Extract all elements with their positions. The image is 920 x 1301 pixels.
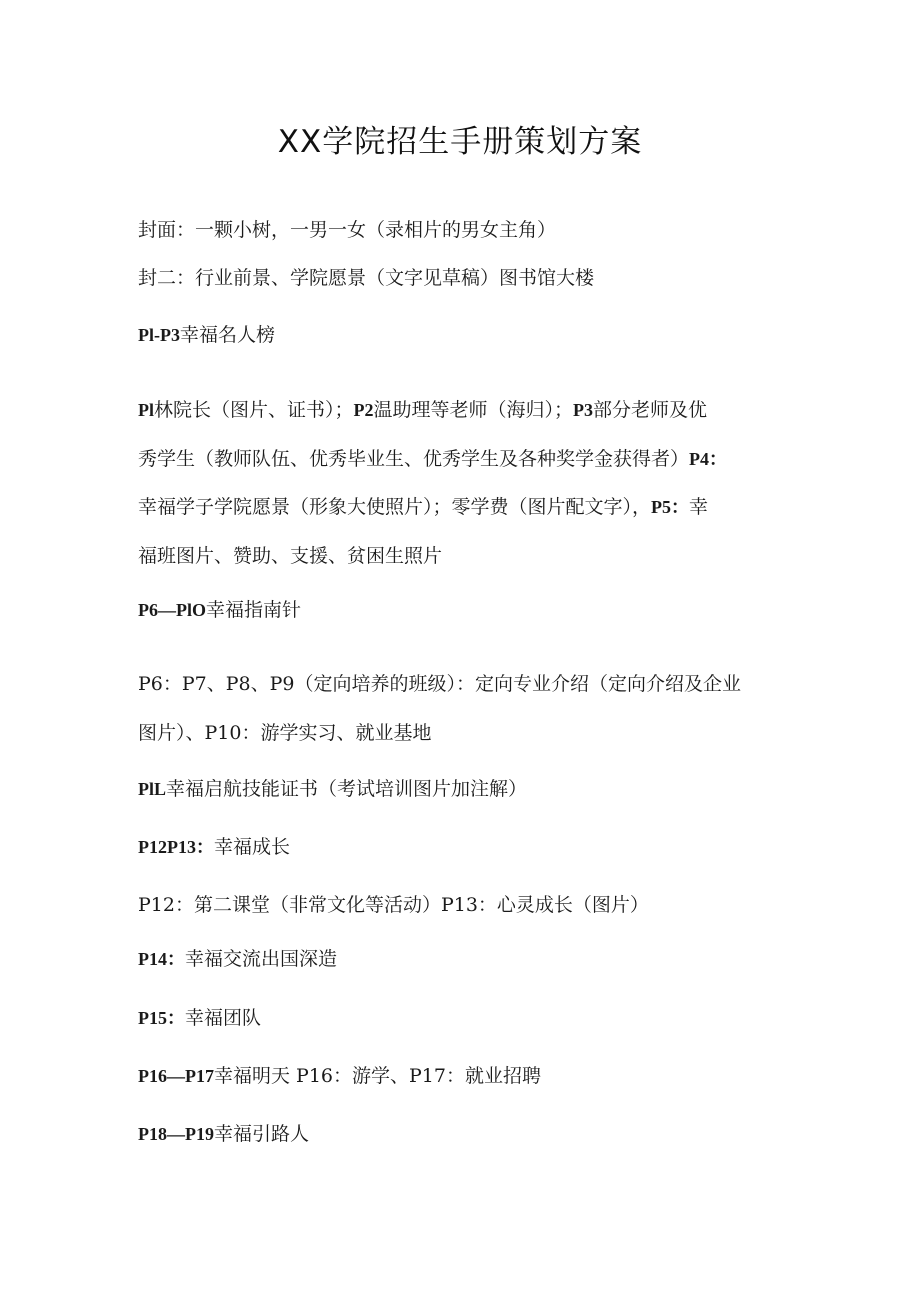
paragraph-row <box>138 435 788 484</box>
section-text: 幸福名人榜 <box>180 324 276 346</box>
section-text: 幸福指南针 <box>206 599 302 621</box>
page-ref: Pl <box>138 400 154 420</box>
section-body-growth: P12：第二课堂（非常文化等活动）P13：心灵成长（图片） <box>138 894 649 916</box>
paragraph-text: 秀学生（教师队伍、优秀毕业生、优秀学生及各种奖学金获得者） <box>138 447 690 470</box>
section-heading-guide <box>138 598 788 622</box>
section-text: 幸福团队 <box>185 1007 262 1029</box>
section-label: P14： <box>138 949 185 969</box>
section-label: P18—P19 <box>138 1124 214 1144</box>
section-heading-exchange <box>138 947 788 971</box>
section-text: 幸福交流出国深造 <box>185 948 338 970</box>
paragraph-text: 幸 <box>689 496 709 518</box>
section-heading-skills <box>138 777 788 801</box>
paragraph-text: 部分老师及优 <box>593 399 708 421</box>
section-paragraph-famous <box>138 386 788 580</box>
section-label: P12P13： <box>138 837 214 857</box>
section-label: P16—P17 <box>138 1066 214 1086</box>
section-label: P6—PlO <box>138 600 206 620</box>
paragraph-row <box>138 386 788 435</box>
page-ref: P5： <box>651 497 690 517</box>
document-title: XX学院招生手册策划方案 <box>277 124 643 160</box>
section-text: 幸福引路人 <box>214 1123 310 1145</box>
section-heading-tomorrow <box>138 1064 788 1088</box>
section-text: 幸福明天 P16：游学、P17：就业招聘 <box>214 1065 541 1087</box>
section-paragraph-guide <box>138 660 788 757</box>
section-text: 幸福启航技能证书（考试培训图片加注解） <box>166 778 528 800</box>
page-ref: P2 <box>353 400 374 420</box>
paragraph-row: P6：P7、P8、P9（定向培养的班级）：定向专业介绍（定向介绍及企业 <box>138 673 741 695</box>
page-ref: P4： <box>689 448 728 469</box>
section-text: 幸福成长 <box>214 836 291 858</box>
section-heading-famous <box>138 323 788 347</box>
paragraph-text: 林院长（图片、证书）； <box>154 399 354 421</box>
paragraph-text: 幸福学子学院愿景（形象大使照片）；零学费（图片配文字）， <box>138 496 652 518</box>
cover2-line: 封二：行业前景、学院愿景（文字见草稿）图书馆大楼 <box>138 267 595 289</box>
page-ref: P3 <box>573 400 594 420</box>
paragraph-row: 福班图片、赞助、支援、贫困生照片 <box>138 544 443 567</box>
section-label: Pl-P3 <box>138 325 180 345</box>
cover-line: 封面：一颗小树，一男一女（录相片的男女主角） <box>138 219 557 241</box>
section-heading-team <box>138 1006 788 1030</box>
section-label: P15： <box>138 1008 185 1028</box>
paragraph-row: 图片）、P10：游学实习、就业基地 <box>138 721 432 744</box>
paragraph-text: 温助理等老师（海归）； <box>373 399 574 421</box>
section-label: PlL <box>138 779 167 799</box>
section-heading-mentor <box>138 1122 788 1146</box>
section-heading-growth <box>138 835 788 859</box>
paragraph-row <box>138 483 788 532</box>
